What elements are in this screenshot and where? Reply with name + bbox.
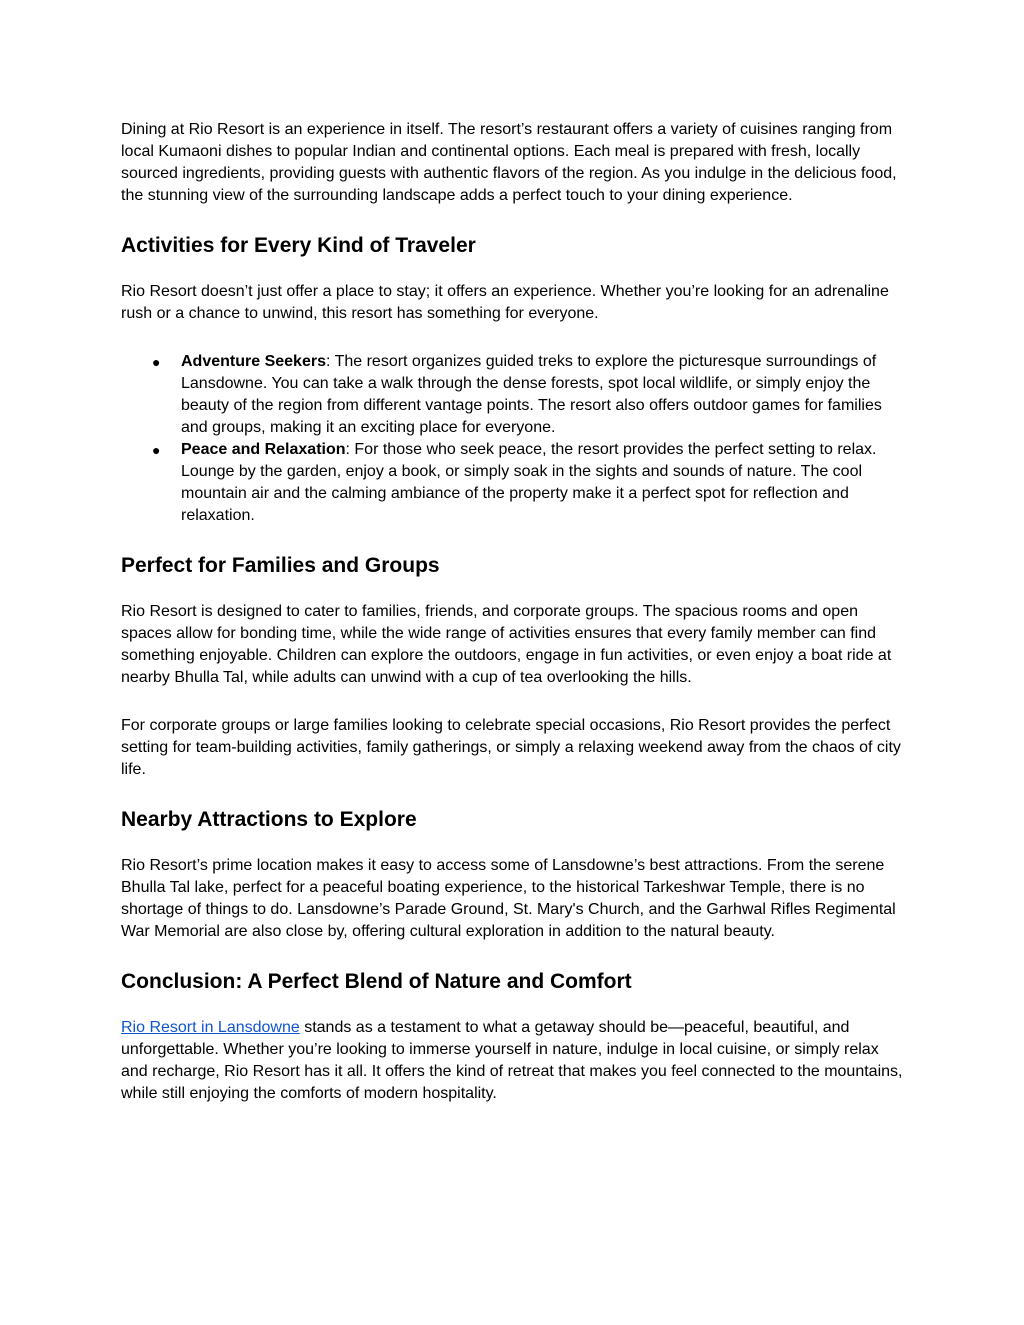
list-item-term: Peace and Relaxation xyxy=(181,441,346,458)
families-paragraph-1: Rio Resort is designed to cater to families, friends, and corporate groups. The spacious rooms and open spaces allow for bonding time, while the wide range of activities ensures that every family member can find something enjoyable. Children can explore the outdoors, engage in fun activities, or even enjoy a boat ride at nearby Bhulla Tal, while adults can unwind with a cup of tea overlooking the hills. xyxy=(121,603,892,686)
list-item-text: : For those who seek peace, the resort provides the perfect setting to relax. Lounge by the garden, enjoy a book, or simply soak in the sights and sounds of nature. The cool mountain air and the calming ambiance of the property make it a perfect spot for reflection and relaxation. xyxy=(181,441,877,524)
rio-resort-link[interactable]: Rio Resort in Lansdowne xyxy=(121,1019,300,1036)
families-heading: Perfect for Families and Groups xyxy=(121,554,440,577)
bullet-icon: ● xyxy=(152,442,161,458)
list-item xyxy=(121,351,907,439)
list-item xyxy=(121,439,907,527)
attractions-heading: Nearby Attractions to Explore xyxy=(121,808,417,831)
list-item-term: Adventure Seekers xyxy=(181,353,326,370)
conclusion-text: stands as a testament to what a getaway should be—peaceful, beautiful, and unforgettable. Whether you’re looking to immerse yourself in nature, indulge in local cuisine, or simply relax and recharge, Rio Resort has it all. It offers the kind of retreat that makes you feel connected to the mountains, while still enjoying the comforts of modern hospitality. xyxy=(121,1019,903,1102)
attractions-paragraph: Rio Resort’s prime location makes it easy to access some of Lansdowne’s best attractions. From the serene Bhulla Tal lake, perfect for a peaceful boating experience, to the historical Tarkeshwar Temple, there is no shortage of things to do. Lansdowne’s Parade Ground, St. Mary's Church, and the Garhwal Rifles Regimental War Memorial are also close by, offering cultural exploration in addition to the natural beauty. xyxy=(121,857,896,940)
families-paragraph-2: For corporate groups or large families looking to celebrate special occasions, Rio Resort provides the perfect setting for team-building activities, family gatherings, or simply a relaxing weekend away from the chaos of city life. xyxy=(121,717,901,778)
activities-intro-paragraph: Rio Resort doesn’t just offer a place to stay; it offers an experience. Whether you’re looking for an adrenaline rush or a chance to unwind, this resort has something for everyone. xyxy=(121,283,889,322)
bullet-icon: ● xyxy=(152,354,161,370)
document-page xyxy=(121,119,907,1105)
activities-list xyxy=(121,351,907,527)
activities-heading: Activities for Every Kind of Traveler xyxy=(121,234,476,257)
dining-paragraph: Dining at Rio Resort is an experience in itself. The resort’s restaurant offers a variety of cuisines ranging from local Kumaoni dishes to popular Indian and continental options. Each meal is prepared with fresh, locally sourced ingredients, providing guests with authentic flavors of the region. As you indulge in the delicious food, the stunning view of the surrounding landscape adds a perfect touch to your dining experience. xyxy=(121,121,897,204)
list-item-text: : The resort organizes guided treks to explore the picturesque surroundings of Lansdowne. You can take a walk through the dense forests, spot local wildlife, or simply enjoy the beauty of the region from different vantage points. The resort also offers outdoor games for families and groups, making it an exciting place for everyone. xyxy=(181,353,882,436)
conclusion-paragraph xyxy=(121,1017,907,1105)
conclusion-heading: Conclusion: A Perfect Blend of Nature and Comfort xyxy=(121,970,632,993)
